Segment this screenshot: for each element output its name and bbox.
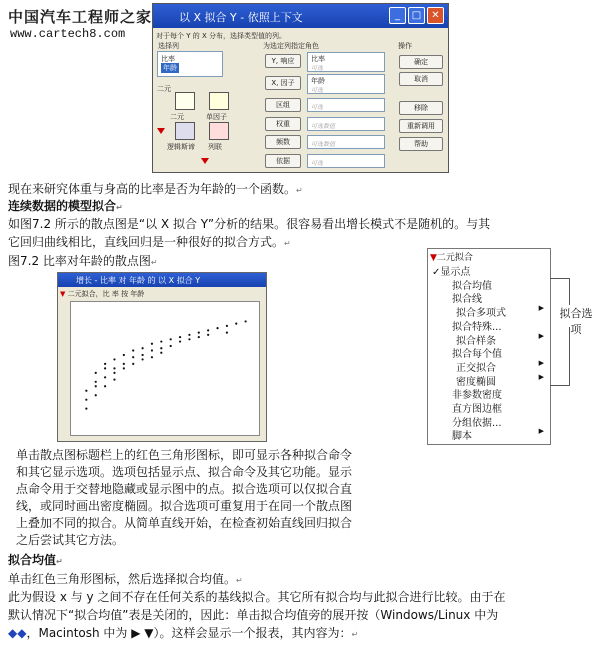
type-label: 列联 [208, 143, 222, 151]
data-point [113, 367, 115, 369]
role-placeholder: 可选 [311, 87, 324, 94]
role-x-field[interactable] [307, 74, 385, 94]
logo-title: 中国汽车工程师之家 [8, 8, 153, 26]
data-point [104, 363, 106, 365]
role-y-button[interactable]: Y, 响应 [265, 54, 301, 68]
recall-button[interactable]: 重新调用 [399, 119, 443, 133]
menu-item-label: 拟合每个值 [452, 349, 502, 361]
paragraph: 它回归曲线相比，直线回归是一种很好的拟合方式。↵ [8, 235, 291, 249]
role-weight-field[interactable] [307, 117, 385, 131]
data-point [170, 345, 172, 347]
role-y-field[interactable] [307, 52, 385, 72]
paragraph-line: 之后尝试其它方法。 [16, 533, 125, 547]
paragraph-line: 线，或同时画出密度椭圆。拟合选项可重复用于在同一个散点图 [16, 499, 353, 513]
cancel-button[interactable]: 取消 [399, 72, 443, 86]
action-header: 操作 [398, 42, 412, 50]
role-block-field[interactable] [307, 98, 385, 112]
data-point [104, 367, 106, 369]
paragraph: 此为假设 x 与 y 之间不存在任何关系的基线拟合。其它所有拟合均与此拟合进行比较。由于在 [8, 590, 506, 604]
callout-bracket [550, 278, 570, 386]
menu-item-label: 拟合特殊... [452, 321, 502, 333]
data-point [113, 372, 115, 374]
close-icon[interactable]: ✕ [427, 7, 444, 24]
role-by-button[interactable]: 依据 [265, 154, 301, 168]
role-placeholder: 可选数值 [311, 141, 336, 148]
menu-item-label: 直方图边框 [452, 404, 502, 415]
role-x-button[interactable]: X, 因子 [265, 76, 301, 90]
submenu-arrow-icon: ▶ [538, 331, 544, 340]
data-point [207, 329, 209, 331]
data-point [188, 334, 190, 336]
column-list[interactable] [157, 51, 223, 77]
red-triangle-icon[interactable]: ▼ [60, 290, 66, 298]
data-point [198, 336, 200, 338]
type-label: 单因子 [206, 113, 227, 121]
data-point [113, 358, 115, 360]
data-point [151, 343, 153, 345]
data-point [179, 336, 181, 338]
red-triangle-icon[interactable] [201, 158, 209, 164]
role-header: 为选定列指定角色 [263, 42, 319, 50]
column-item[interactable]: 年龄 [163, 64, 177, 72]
menu-item-label: 拟合样条 [456, 335, 496, 347]
role-placeholder: 可选数值 [311, 123, 336, 130]
paragraph-line: 单击散点图标题栏上的红色三角形图标，即可显示各种拟合命令 [16, 448, 353, 462]
data-point [207, 334, 209, 336]
figure-caption: 图7.2 比率对年龄的散点图↵ [8, 254, 158, 268]
submenu-arrow-icon: ▶ [538, 427, 544, 436]
data-point [132, 356, 134, 358]
paragraph: 单击红色三角形图标，然后选择拟合均值。↵ [8, 572, 243, 586]
role-value: 比率 [311, 55, 325, 63]
role-weight-button[interactable]: 权重 [265, 117, 301, 131]
column-item[interactable]: 比率 [161, 55, 175, 63]
role-placeholder: 可选 [311, 65, 324, 72]
dialog-title: 以 X 拟合 Y - 依照上下文 [179, 11, 303, 24]
menu-item[interactable] [452, 427, 568, 442]
logistic-icon[interactable] [175, 122, 195, 140]
logo-url: www.cartech8.com [10, 27, 126, 41]
submenu-arrow-icon: ▶ [538, 372, 544, 381]
red-triangle-icon[interactable] [157, 128, 165, 134]
menu-item-label: 拟合线 [452, 294, 482, 306]
menu-item-label: 密度椭圆 [456, 376, 496, 388]
role-placeholder: 可选 [311, 160, 324, 167]
menu-item-label: 正交拟合 [456, 362, 496, 374]
scatterplot [70, 301, 260, 436]
select-columns-label: 选择列 [158, 42, 179, 50]
data-point [235, 323, 237, 325]
data-point [226, 332, 228, 334]
role-value: 年龄 [311, 77, 325, 85]
minimize-icon[interactable]: _ [389, 7, 406, 24]
dialog-instruction: 对于每个 Y 的 X 分布，选择类型值的列。 [156, 32, 286, 40]
maximize-icon[interactable]: □ [408, 7, 425, 24]
menu-item-label: 脚本 [452, 431, 472, 443]
chart-window-title: 增长 - 比率 对 年龄 的 以 X 拟合 Y [58, 273, 266, 287]
role-freq-button[interactable]: 频数 [265, 135, 301, 149]
data-point [113, 378, 115, 380]
menu-item-label: 显示点 [440, 267, 471, 278]
data-point [160, 347, 162, 349]
data-point [123, 363, 125, 365]
data-point [95, 394, 97, 396]
oneway-icon[interactable] [209, 92, 229, 110]
data-point [141, 358, 143, 360]
heading-model-fit: 连续数据的模型拟合↵ [8, 199, 123, 213]
paragraph-line: 点命令用于交替地隐藏或显示图中的点。拟合选项可以仅拟合直 [16, 482, 353, 496]
role-placeholder: 可选 [311, 104, 324, 111]
fit-options-menu [427, 248, 551, 445]
remove-button[interactable]: 移除 [399, 101, 443, 115]
menu-item-label: 拟合多项式 [456, 308, 506, 320]
paragraph: 如图7.2 所示的散点图是“以 X 拟合 Y”分析的结果。很容易看出增长模式不是随机的。与其 [8, 217, 491, 231]
paragraph-line: 上叠加不同的拟合。从简单直线开始，在检查初始直线回归拟合 [16, 516, 353, 530]
scatterplot-window [57, 272, 267, 442]
submenu-arrow-icon: ▶ [538, 304, 544, 313]
paragraph: 默认情况下“拟合均值”表是关闭的，因此：单击拟合均值旁的展开按（Windows/Linux 中为 [8, 608, 499, 622]
submenu-arrow-icon: ▶ [538, 358, 544, 367]
data-point [85, 399, 87, 401]
menu-item-label: 分组依据... [452, 417, 502, 429]
paragraph-line: 和其它显示选项。选项包括显示点、拟合命令及其它功能。显示 [16, 465, 353, 479]
fit-y-by-x-dialog [152, 3, 449, 173]
dialog-titlebar [153, 4, 448, 28]
data-point [141, 354, 143, 356]
ok-button[interactable]: 确定 [399, 55, 443, 69]
data-point [198, 332, 200, 334]
paragraph: 现在来研究体重与身高的比率是否为年龄的一个函数。↵ [8, 182, 303, 196]
role-block-button[interactable]: 区组 [265, 98, 301, 112]
data-point [170, 338, 172, 340]
data-point [151, 356, 153, 358]
data-point [85, 408, 87, 410]
data-point [160, 352, 162, 354]
data-point [123, 354, 125, 356]
paragraph: ◆◆，Macintosh 中为 ▶ ▼）。这样会显示一个报表，其内容为：↵ [8, 626, 359, 640]
bivariate-icon[interactable] [175, 92, 195, 110]
data-point [151, 349, 153, 351]
contingency-icon[interactable] [209, 122, 229, 140]
data-point [104, 385, 106, 387]
callout-label: 拟合选项 [556, 305, 596, 327]
analysis-label: 二元 [157, 85, 171, 93]
data-point [95, 372, 97, 374]
data-point [226, 325, 228, 327]
data-point [85, 390, 87, 392]
data-point [95, 381, 97, 383]
data-point [179, 340, 181, 342]
data-point [160, 340, 162, 342]
menu-item-label: 非参数密度 [452, 390, 502, 402]
chart-header [60, 289, 144, 299]
data-point [104, 376, 106, 378]
data-point [132, 363, 134, 365]
menu-header: ▼二元拟合 [430, 253, 473, 263]
data-point [123, 367, 125, 369]
data-point [141, 347, 143, 349]
check-icon: ✓ [432, 267, 441, 278]
red-triangle-icon[interactable]: ▼ [430, 253, 437, 263]
menu-item-label: 拟合均值 [452, 280, 492, 292]
data-point [216, 327, 218, 329]
chart-header-label: 二元拟合，比 率 按 年龄 [67, 290, 145, 298]
role-freq-field[interactable] [307, 135, 385, 149]
data-point [95, 385, 97, 387]
heading-fit-mean: 拟合均值↵ [8, 553, 63, 567]
data-point [245, 320, 247, 322]
data-point [132, 349, 134, 351]
role-by-field[interactable] [307, 154, 385, 168]
expand-arrows-icon: ◆◆ [8, 626, 27, 640]
help-button[interactable]: 帮助 [399, 137, 443, 151]
data-point [188, 338, 190, 340]
type-label: 逻辑斯谛 [167, 143, 195, 151]
type-label: 二元 [170, 113, 184, 121]
